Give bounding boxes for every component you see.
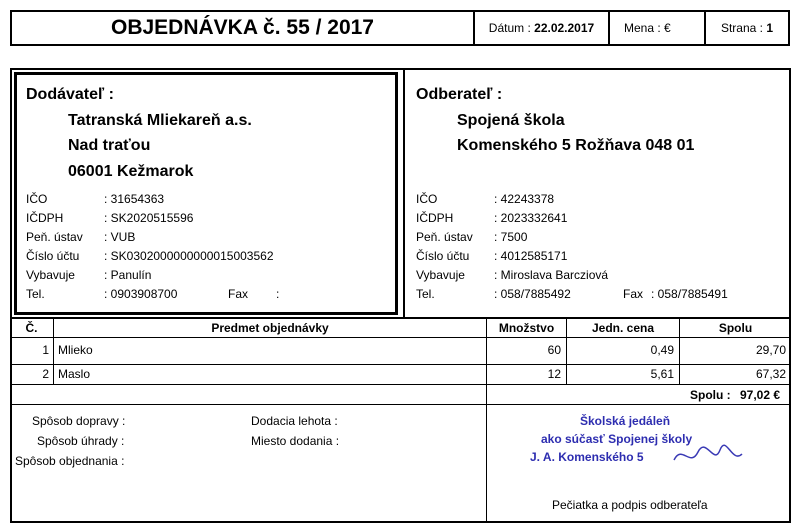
col-header-price: Jedn. cena: [591, 321, 655, 335]
supplier-fields: [26, 190, 279, 304]
order-title: [10, 10, 475, 46]
row-item: Mlieko: [58, 343, 93, 357]
customer-heading: Odberateľ :: [416, 86, 503, 103]
supplier-city: 06001 Kežmarok: [68, 163, 194, 180]
customer-tel: Tel. : 058/7885492 Fax : 058/7885491: [416, 285, 728, 304]
payment-label: Spôsob úhrady :: [37, 434, 125, 448]
row-qty: 12: [547, 367, 561, 381]
page-label: Strana :: [720, 21, 763, 35]
customer-bank: Peň. ústav : 7500: [416, 230, 528, 244]
supplier-ico: IČO : 31654363: [26, 192, 165, 206]
row-no: 1: [42, 343, 49, 357]
row-price: 5,61: [650, 367, 674, 381]
supplier-bank: Peň. ústav : VUB: [26, 230, 136, 244]
row-qty: 60: [547, 343, 561, 357]
supplier-heading: Dodávateľ :: [26, 86, 114, 103]
supplier-account: Číslo účtu : SK0302000000000015003562: [26, 249, 274, 263]
sum-value: 97,02 €: [740, 388, 781, 402]
stamp-line: ako súčasť Spojenej školy: [541, 432, 693, 446]
row-total: 67,32: [755, 367, 786, 381]
page-cell: [704, 10, 790, 46]
col-header-qty: Množstvo: [498, 321, 555, 335]
supplier-contact: Vybavuje : Panulín: [26, 268, 152, 282]
page-value: 1: [766, 21, 774, 35]
delivery-place-label: Miesto dodania :: [251, 434, 340, 448]
currency-label: Mena :: [624, 21, 661, 35]
row-no: 2: [42, 367, 49, 381]
customer-fax-value: : 058/7885491: [651, 287, 728, 301]
supplier-fax-label: Fax: [228, 287, 249, 301]
customer-fax-label: Fax: [623, 287, 644, 301]
order-title-text: OBJEDNÁVKA č. 55 / 2017: [110, 16, 374, 39]
stamp-line: Školská jedáleň: [580, 414, 671, 428]
customer-icdph: IČDPH : 2023332641: [416, 211, 568, 225]
row-rule: [10, 384, 791, 385]
currency-cell: [608, 10, 706, 46]
supplier-tel: Tel. : 0903908700 Fax :: [26, 285, 279, 304]
table-top-rule: [10, 317, 791, 319]
supplier-street: Nad traťou: [68, 137, 151, 154]
row-rule: [10, 364, 791, 365]
sum-rule: [10, 404, 791, 405]
customer-ico: IČO : 42243378: [416, 192, 555, 206]
date-value: 22.02.2017: [534, 21, 595, 35]
signature-label: Pečiatka a podpis odberateľa: [552, 498, 708, 512]
date-cell: [473, 10, 610, 46]
supplier-fax-value: :: [276, 287, 280, 301]
col-header-total: Spolu: [718, 321, 753, 335]
row-price: 0,49: [650, 343, 674, 357]
supplier-icdph: IČDPH : SK2020515596: [26, 211, 194, 225]
transport-label: Spôsob dopravy :: [32, 414, 126, 428]
stamp-line: J. A. Komenského 5: [530, 450, 644, 464]
customer-divider: [403, 70, 405, 317]
currency-value: €: [664, 21, 671, 35]
delivery-term-label: Dodacia lehota :: [251, 414, 338, 428]
customer-name: Spojená škola: [457, 112, 565, 129]
supplier-name: Tatranská Mliekareň a.s.: [68, 112, 252, 129]
col-header-no: Č.: [25, 321, 38, 335]
customer-address: Komenského 5 Rožňava 048 01: [457, 137, 695, 154]
ordering-label: Spôsob objednania :: [15, 454, 125, 468]
customer-account: Číslo účtu : 4012585171: [416, 249, 568, 263]
customer-fields: [416, 190, 728, 304]
row-total: 29,70: [755, 343, 786, 357]
row-item: Maslo: [58, 367, 91, 381]
table-header-rule: [10, 337, 791, 338]
sum-label: Spolu :: [690, 388, 731, 402]
customer-contact: Vybavuje : Miroslava Barcziová: [416, 268, 609, 282]
signature-scribble: [670, 440, 745, 472]
col-header-item: Predmet objednávky: [211, 321, 329, 335]
date-label: Dátum :: [488, 21, 531, 35]
